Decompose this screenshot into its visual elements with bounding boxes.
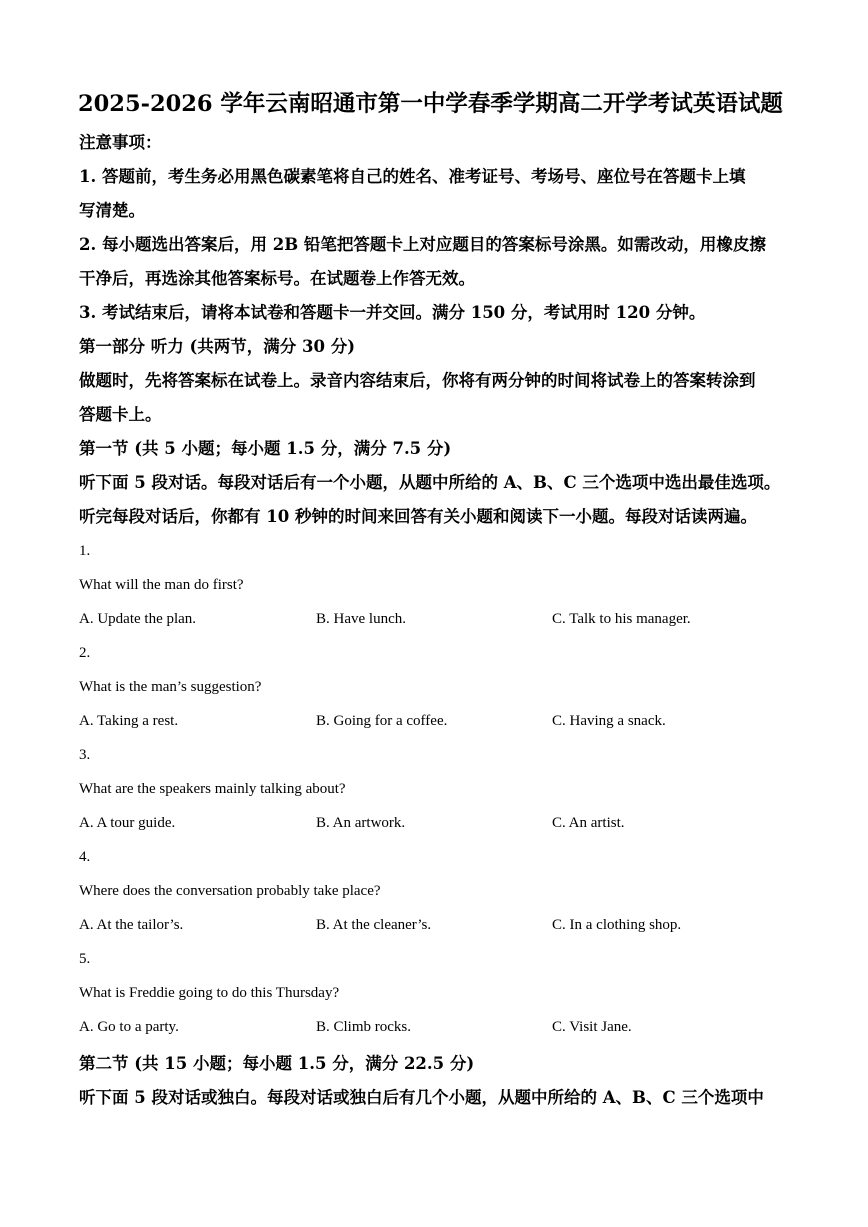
question-number: 2. [79, 645, 91, 661]
question-text: What will the man do first? [79, 577, 244, 593]
question-number: 5. [79, 951, 91, 967]
notice-item-2-line-2: 干净后，再选涂其他答案标号。在试题卷上作答无效。 [79, 269, 475, 288]
question-text: What is the man’s suggestion? [79, 679, 262, 695]
section2-instruction-line-1: 听下面 5 段对话或独白。每段对话或独白后有几个小题，从题中所给的 A、B、C 三个选项中 [79, 1088, 764, 1107]
option-c: C. An artist. [552, 815, 625, 831]
section1-heading: 第一节 (共 5 小题；每小题 1.5 分，满分 7.5 分) [79, 439, 452, 458]
option-a: A. Update the plan. [79, 611, 197, 627]
part1-instruction-line-1: 做题时，先将答案标在试卷上。录音内容结束后，你将有两分钟的时间将试卷上的答案转涂到 [79, 371, 756, 390]
notice-item-1-line-1: 1. 答题前，考生务必用黑色碳素笔将自己的姓名、准考证号、考场号、座位号在答题卡上填 [79, 167, 746, 186]
section1-instruction-line-1: 听下面 5 段对话。每段对话后有一个小题，从题中所给的 A、B、C 三个选项中选出最佳选项。 [79, 473, 781, 492]
question-text: What are the speakers mainly talking about? [79, 781, 346, 797]
option-a: A. At the tailor’s. [79, 917, 184, 933]
question-number: 4. [79, 849, 91, 865]
option-c: C. Visit Jane. [552, 1019, 632, 1035]
option-a: A. Go to a party. [79, 1019, 179, 1035]
section1-instruction-line-2: 听完每段对话后，你都有 10 秒钟的时间来回答有关小题和阅读下一小题。每段对话读两遍。 [79, 507, 757, 526]
section2-heading: 第二节 (共 15 小题；每小题 1.5 分，满分 22.5 分) [79, 1054, 475, 1073]
option-c: C. Talk to his manager. [552, 611, 691, 627]
question-text: What is Freddie going to do this Thursday? [79, 985, 340, 1001]
question-number: 1. [79, 543, 91, 559]
part1-heading: 第一部分 听力 (共两节，满分 30 分) [79, 337, 356, 356]
option-a: A. Taking a rest. [79, 713, 179, 729]
option-a: A. A tour guide. [79, 815, 176, 831]
option-b: B. Going for a coffee. [316, 713, 448, 729]
exam-title: 2025-2026 学年云南昭通市第一中学春季学期高二开学考试英语试题 [78, 91, 783, 117]
option-b: B. Have lunch. [316, 611, 406, 627]
question-number: 3. [79, 747, 91, 763]
option-b: B. Climb rocks. [316, 1019, 412, 1035]
question-text: Where does the conversation probably take place? [79, 883, 381, 899]
notice-item-2-line-1: 2. 每小题选出答案后，用 2B 铅笔把答题卡上对应题目的答案标号涂黑。如需改动，用橡皮擦 [79, 235, 766, 254]
option-b: B. At the cleaner’s. [316, 917, 432, 933]
option-c: C. Having a snack. [552, 713, 666, 729]
option-b: B. An artwork. [316, 815, 406, 831]
part1-instruction-line-2: 答题卡上。 [79, 405, 162, 424]
notice-item-3: 3. 考试结束后，请将本试卷和答题卡一并交回。满分 150 分，考试用时 120 分钟。 [79, 303, 706, 322]
notice-heading: 注意事项： [79, 133, 162, 152]
notice-item-1-line-2: 写清楚。 [79, 201, 145, 220]
option-c: C. In a clothing shop. [552, 917, 682, 933]
